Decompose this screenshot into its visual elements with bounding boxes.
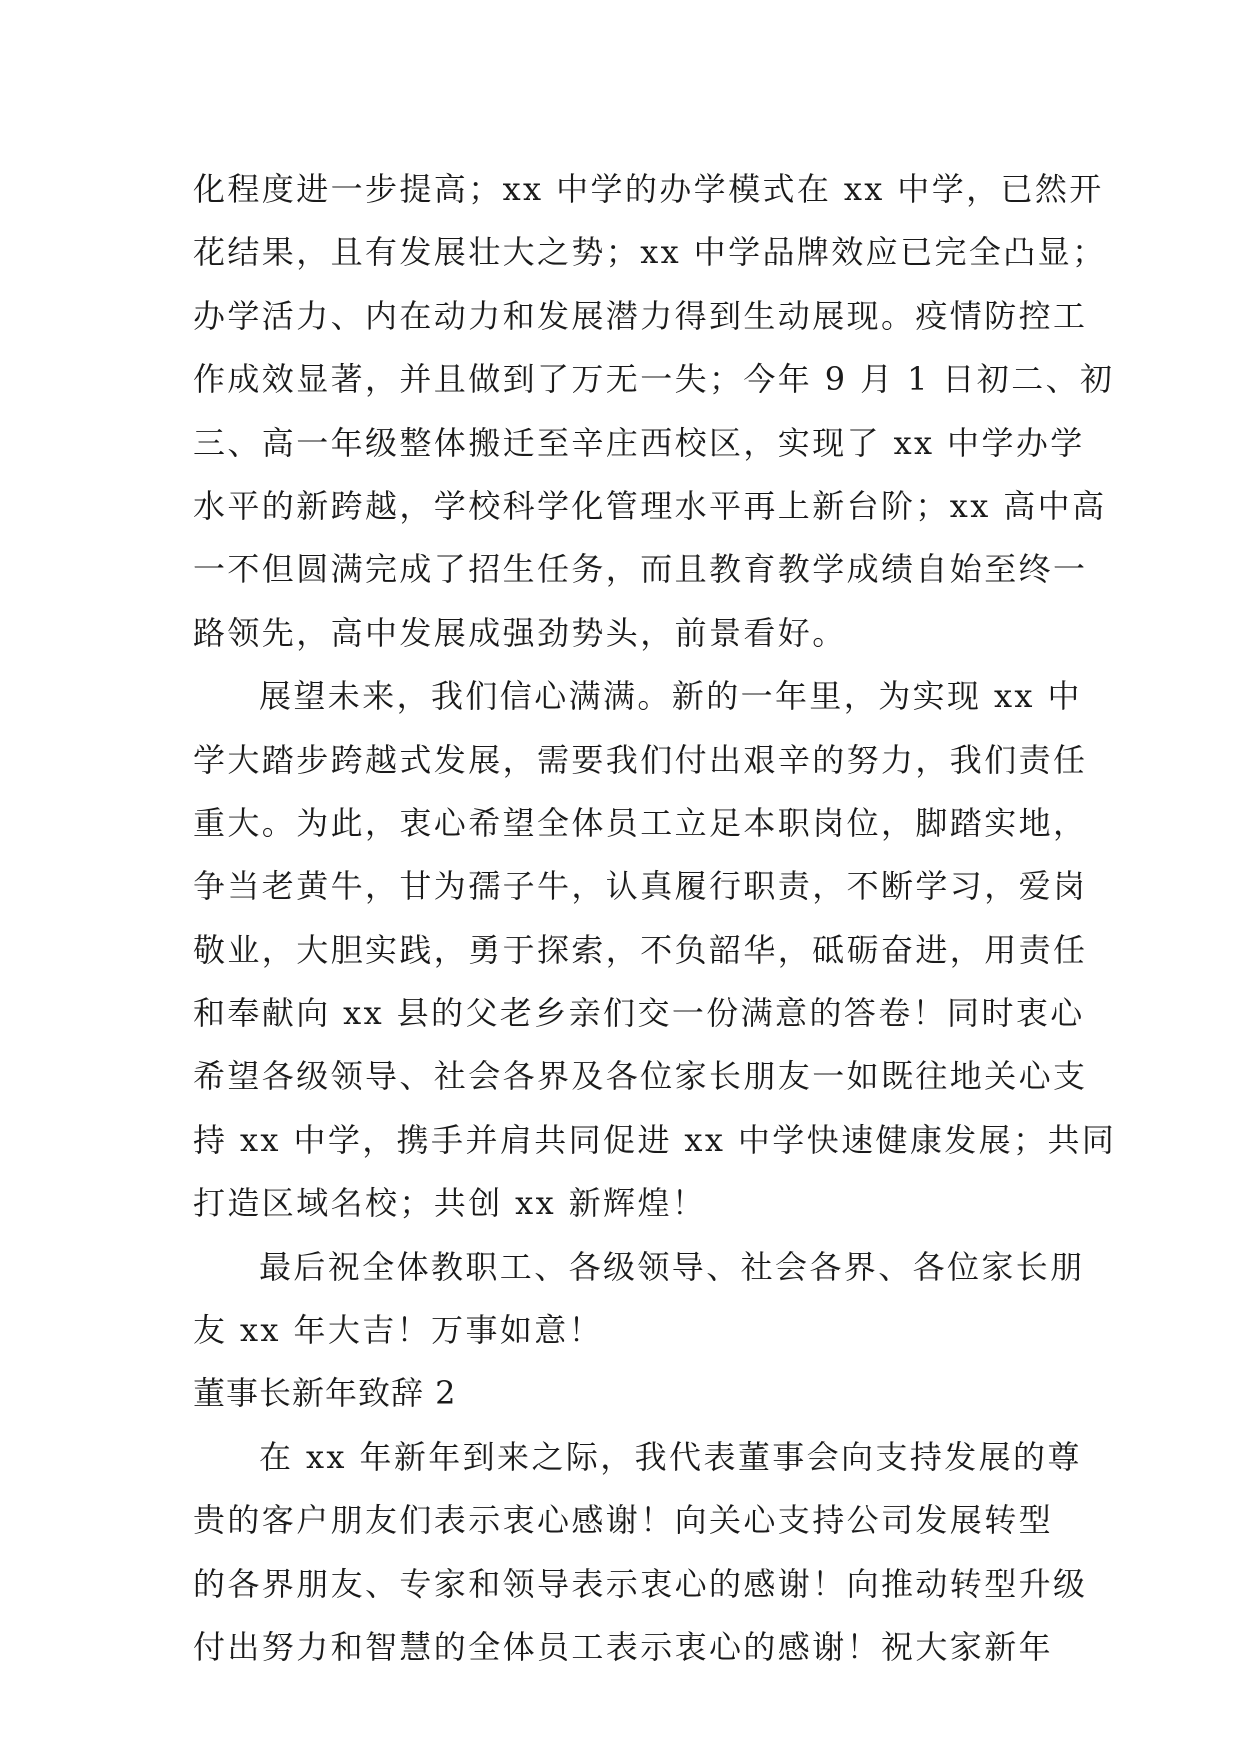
body-line: 三、高一年级整体搬迁至辛庄西校区，实现了 xx 中学办学 [193,423,1085,462]
body-line: 友 xx 年大吉！万事如意！ [193,1311,604,1350]
body-line: 学大踏步跨越式发展，需要我们付出艰辛的努力，我们责任 [193,740,1088,779]
body-line: 的各界朋友、专家和领导表示衷心的感谢！向推动转型升级 [193,1564,1088,1603]
body-line: 争当老黄牛，甘为孺子牛，认真履行职责，不断学习，爱岗 [193,867,1088,906]
body-line: 花结果，且有发展壮大之势；xx 中学品牌效应已完全凸显； [193,233,1107,272]
body-line: 一不但圆满完成了招生任务，而且教育教学成绩自始至终一 [193,550,1088,589]
body-line: 持 xx 中学，携手并肩共同促进 xx 中学快速健康发展；共同 [193,1120,1117,1159]
paragraph-start-line: 最后祝全体教职工、各级领导、社会各界、各位家长朋 [259,1247,1085,1286]
section-heading: 董事长新年致辞 2 [193,1374,457,1413]
body-line: 敬业，大胆实践，勇于探索，不负韶华，砥砺奋进，用责任 [193,930,1088,969]
body-line: 贵的客户朋友们表示衷心感谢！向关心支持公司发展转型 [193,1501,1054,1540]
body-line: 路领先，高中发展成强劲势头，前景看好。 [193,613,847,652]
body-line: 作成效显著，并且做到了万无一失；今年 9 月 1 日初二、初 [193,360,1115,399]
body-line: 化程度进一步提高；xx 中学的办学模式在 xx 中学，已然开 [193,170,1104,208]
body-line: 希望各级领导、社会各界及各位家长朋友一如既往地关心支 [193,1057,1088,1096]
body-line: 水平的新跨越，学校科学化管理水平再上新台阶；xx 高中高 [193,486,1107,525]
body-line: 和奉献向 xx 县的父老乡亲们交一份满意的答卷！同时衷心 [193,994,1085,1033]
paragraph-start-line: 展望未来，我们信心满满。新的一年里，为实现 xx 中 [259,677,1082,716]
document-body [193,158,1117,1679]
body-line: 办学活力、内在动力和发展潜力得到生动展现。疫情防控工 [193,296,1088,335]
body-line: 付出努力和智慧的全体员工表示衷心的感谢！祝大家新年 [193,1627,1054,1666]
paragraph-start-line: 在 xx 年新年到来之际，我代表董事会向支持发展的尊 [259,1437,1082,1476]
body-line: 重大。为此，衷心希望全体员工立足本职岗位，脚踏实地， [193,803,1088,842]
body-line: 打造区域名校；共创 xx 新辉煌！ [193,1184,707,1223]
